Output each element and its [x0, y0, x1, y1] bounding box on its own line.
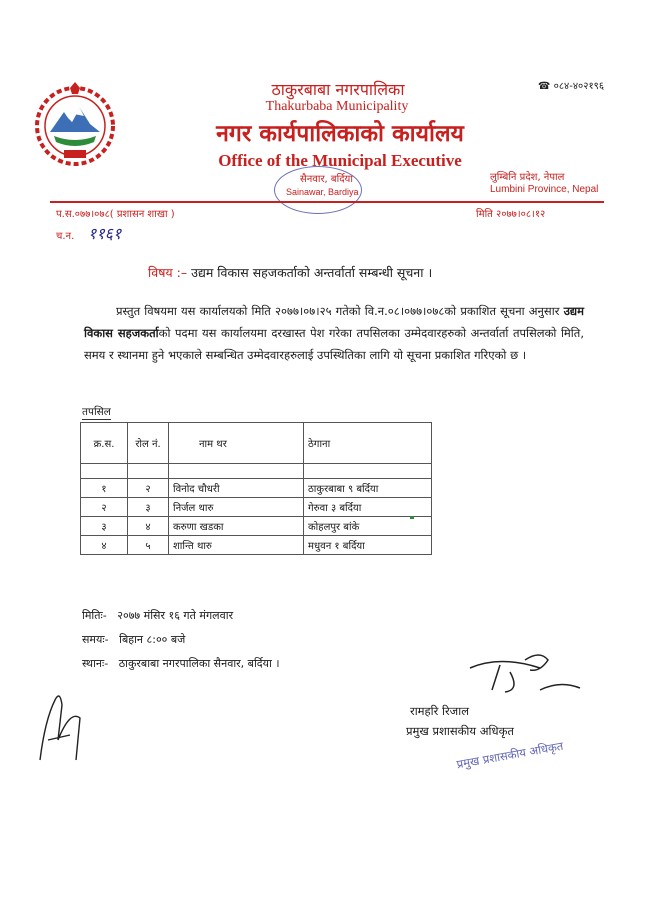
- location-english: Sainawar, Bardiya: [286, 187, 359, 197]
- letter-date: मिति २०७७।०८।१२: [476, 209, 546, 220]
- municipality-name-english: Thakurbaba Municipality: [265, 99, 409, 114]
- header-address: ठेगाना: [304, 423, 432, 464]
- cell-serial: १: [81, 479, 128, 498]
- cell-roll: ५: [128, 536, 169, 555]
- dispatch-number: ११६१: [88, 224, 122, 243]
- subject-text: उद्यम विकास सहजकर्ताको अन्तर्वार्ता सम्बन्धी सूचना ।: [191, 265, 433, 280]
- schedule-place-value: ठाकुरबाबा नगरपालिका सैनवार, बर्दिया ।: [118, 657, 280, 670]
- dispatch-label: च.न.: [56, 231, 75, 242]
- schedule-date-label: मितिः-: [82, 609, 107, 622]
- body-part2: को पदमा यस कार्यालयमा दरखास्त पेश गरेका तपसिलका उम्मेदवारहरुको अन्तर्वार्ता तपसिलको मिति, समय र स्थानमा हुने भएकाले सम्बन्धित उम्मेदवारहरुलाई उपस्थितिका लागि यो सूचना प्रकाशित गरिएको छ ।: [84, 326, 584, 362]
- reference-number: प.स.०७७।०७८( प्रशासन शाखा ): [56, 209, 175, 220]
- cell-serial: २: [81, 498, 128, 517]
- header-serial: क्र.स.: [81, 423, 128, 464]
- header-name: नाम थर: [169, 423, 304, 464]
- cell-roll: २: [128, 479, 169, 498]
- table-caption: तपसिल: [82, 406, 111, 418]
- officer-signature: [470, 655, 580, 692]
- cell-roll: ४: [128, 517, 169, 536]
- schedule-time-label: समयः-: [82, 633, 109, 646]
- location-nepali: सैनवार, बर्दिया: [300, 174, 353, 185]
- cell-roll: ३: [128, 498, 169, 517]
- phone-number: ☎ ०८४-४०२१९६: [538, 81, 605, 92]
- office-title-nepali: नगर कार्यपालिकाको कार्यालय: [216, 121, 464, 147]
- schedule-place-label: स्थानः-: [82, 657, 109, 670]
- witness-signature: [40, 696, 80, 760]
- cell-address: गेरुवा ३ बर्दिया: [304, 498, 432, 517]
- cell-name: करुणा खडका: [169, 517, 304, 536]
- body-part1: प्रस्तुत विषयमा यस कार्यालयको मिति २०७७।०७।२५ गतेको वि.न.०८।०७७।०७८को प्रकाशित सूचना अनुसार: [116, 304, 564, 318]
- cell-name: निर्जल थारु: [169, 498, 304, 517]
- cell-serial: ४: [81, 536, 128, 555]
- header-roll: रोल नं.: [128, 423, 169, 464]
- signatory-title: प्रमुख प्रशासकीय अधिकृत: [406, 724, 514, 738]
- cell-serial: ३: [81, 517, 128, 536]
- body-bold-post: उद्यम विकास सहजकर्ता: [84, 304, 584, 340]
- province-english: Lumbini Province, Nepal: [490, 184, 599, 195]
- officer-stamp: प्रमुख प्रशासकीय अधिकृत: [455, 738, 565, 772]
- cell-address: मधुवन १ बर्दिया: [304, 536, 432, 555]
- schedule-time-value: बिहान ८:०० बजे: [119, 633, 186, 646]
- schedule-date-value: २०७७ मंसिर १६ गते मंगलवार: [117, 609, 234, 622]
- cell-name: विनोद चौधरी: [169, 479, 304, 498]
- cell-name: शान्ति थारु: [169, 536, 304, 555]
- subject-label: विषय :–: [148, 265, 188, 280]
- municipality-name-nepali: ठाकुरबाबा नगरपालिका: [271, 80, 405, 99]
- cell-address: ठाकुरबाबा ९ बर्दिया: [304, 479, 432, 498]
- cell-address: कोहलपुर बांके: [304, 517, 432, 536]
- signatory-name: रामहरि रिजाल: [410, 704, 469, 718]
- office-title-english: Office of the Municipal Executive: [218, 151, 462, 170]
- province-nepali: लुम्बिनि प्रदेश, नेपाल: [490, 172, 565, 183]
